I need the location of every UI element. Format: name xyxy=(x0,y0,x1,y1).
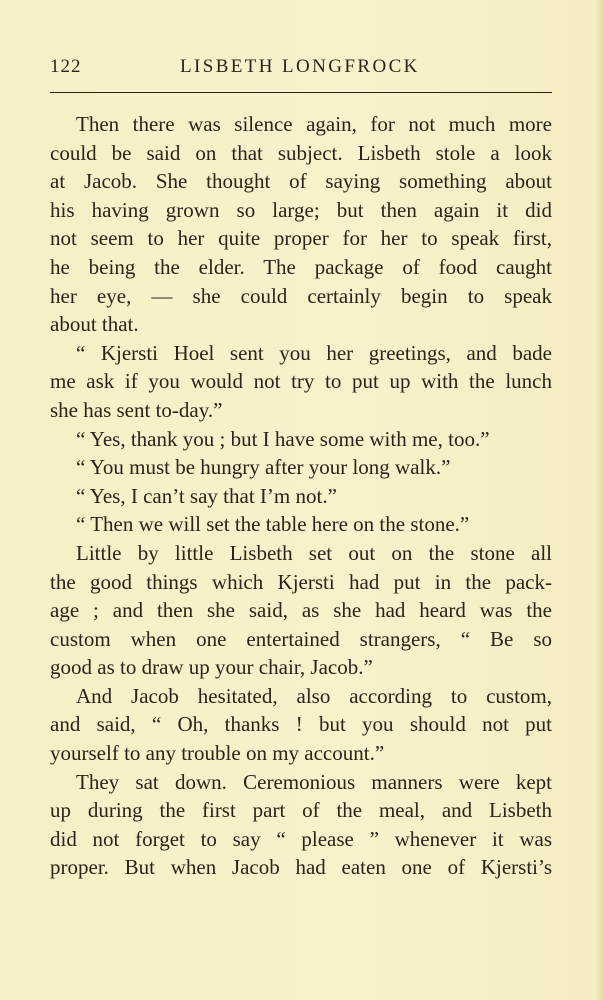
paragraph xyxy=(50,539,552,682)
text-line: “ Yes, I can’t say that I’m not.” xyxy=(76,483,337,508)
text-line: yourself to any trouble on my account.” xyxy=(50,741,385,766)
text-line: proper. But when Jacob had eaten one of Kjersti’s xyxy=(50,855,552,880)
text-line: “ Then we will set the table here on the stone.” xyxy=(76,512,470,537)
text-line: “ You must be hungry after your long walk.” xyxy=(76,455,451,480)
text-line: her eye, — she could certainly begin to speak xyxy=(50,283,552,308)
page-edge-shadow xyxy=(596,0,604,1000)
text-line: he being the elder. The package of food caught xyxy=(50,254,552,279)
paragraph xyxy=(50,510,552,539)
text-line: Little by little Lisbeth set out on the stone all xyxy=(76,540,552,565)
paragraph xyxy=(50,682,552,768)
paragraph xyxy=(50,425,552,454)
text-line: the good things which Kjersti had put in the pack- xyxy=(50,569,552,594)
paragraph xyxy=(50,110,552,339)
text-line: she has sent to-day.” xyxy=(50,397,223,422)
page-number: 122 xyxy=(50,56,82,77)
paragraph xyxy=(50,453,552,482)
text-line: me ask if you would not try to put up with the lunch xyxy=(50,369,552,394)
text-line: his having grown so large; but then again it did xyxy=(50,197,552,222)
header-rule xyxy=(50,92,552,93)
text-line: good as to draw up your chair, Jacob.” xyxy=(50,655,373,680)
text-line: They sat down. Ceremonious manners were kept xyxy=(76,769,552,794)
text-line: could be said on that subject. Lisbeth stole a look xyxy=(50,140,552,165)
text-line: “ Yes, thank you ; but I have some with me, too.” xyxy=(76,426,490,451)
text-line: custom when one entertained strangers, “ Be so xyxy=(50,626,552,651)
paragraph xyxy=(50,339,552,425)
text-line: at Jacob. She thought of saying something about xyxy=(50,169,552,194)
text-line: and said, “ Oh, thanks ! but you should not put xyxy=(50,712,552,737)
text-line: age ; and then she said, as she had heard was the xyxy=(50,598,552,623)
page-header xyxy=(50,56,550,82)
paragraph xyxy=(50,768,552,882)
body-text xyxy=(50,110,552,882)
paragraph xyxy=(50,482,552,511)
text-line: And Jacob hesitated, also according to custom, xyxy=(76,683,552,708)
text-line: did not forget to say “ please ” whenever it was xyxy=(50,826,552,851)
text-line: Then there was silence again, for not much more xyxy=(76,112,552,136)
text-line: not seem to her quite proper for her to speak first, xyxy=(50,226,552,251)
text-line: “ Kjersti Hoel sent you her greetings, and bade xyxy=(76,340,552,365)
running-head: LISBETH LONGFROCK xyxy=(180,56,420,77)
text-line: about that. xyxy=(50,312,139,337)
text-line: up during the first part of the meal, and Lisbeth xyxy=(50,798,552,823)
